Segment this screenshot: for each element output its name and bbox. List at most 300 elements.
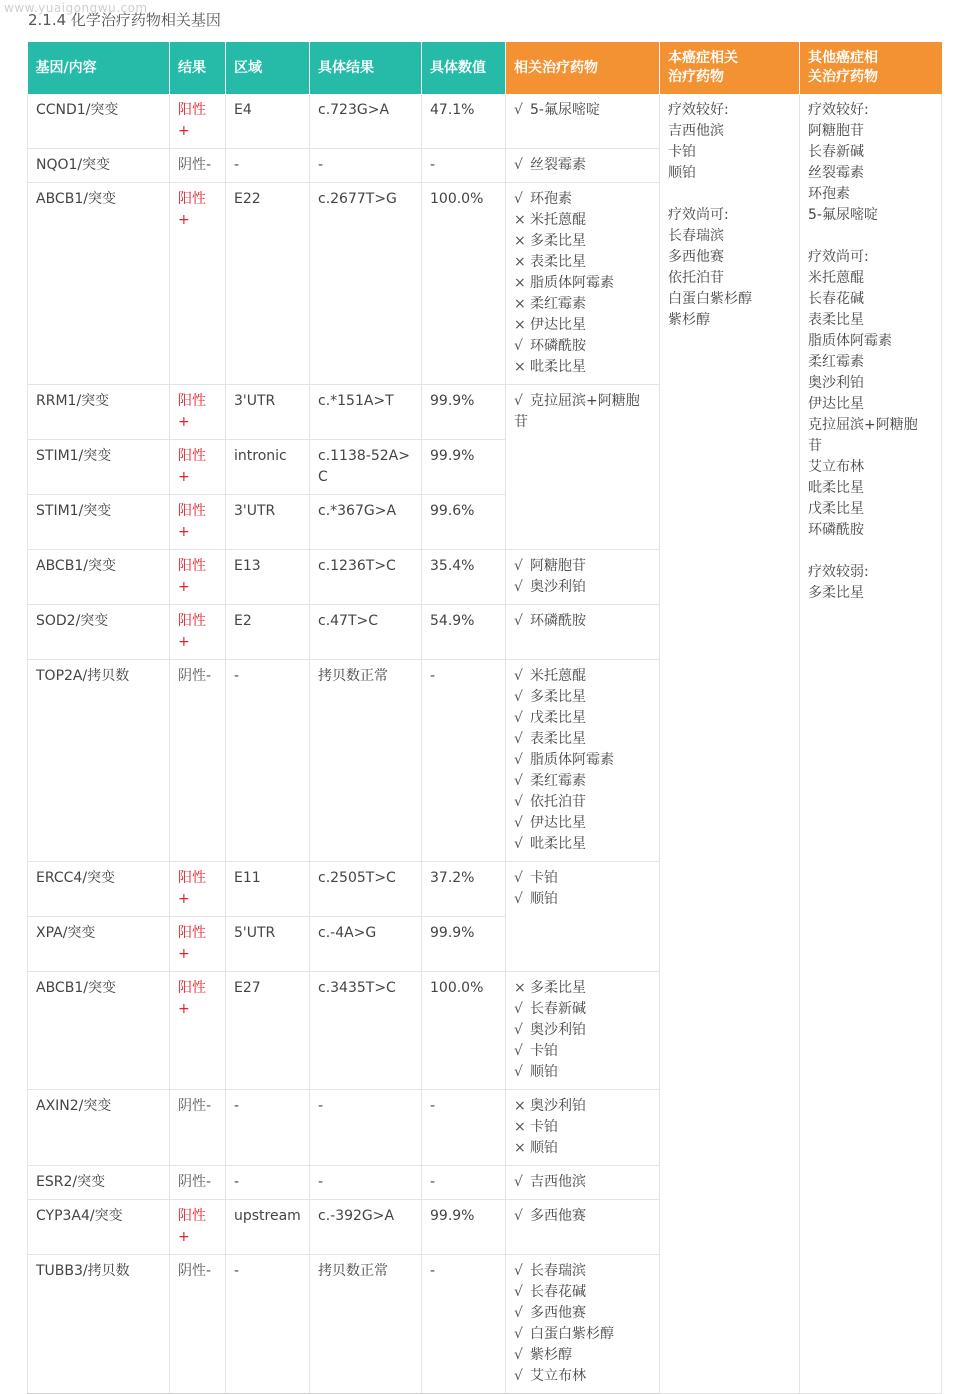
drug-item <box>514 1261 651 1282</box>
cross-mark-icon: × <box>514 1098 526 1114</box>
related-drugs-cell <box>506 1166 660 1200</box>
drug-name: 卡铂 <box>668 144 696 160</box>
result-text: 阳性+ <box>178 980 206 1017</box>
drug-name: 丝裂霉素 <box>808 165 864 181</box>
result-text: 阳性+ <box>178 870 206 907</box>
drug-item <box>514 1138 651 1159</box>
related-drugs-cell <box>506 149 660 183</box>
drug-item <box>514 1096 651 1117</box>
gene-text: TOP2A/拷贝数 <box>36 668 130 684</box>
efficacy-label: 疗效尚可: <box>668 207 729 223</box>
result-text: 阳性+ <box>178 393 206 430</box>
gene-cell <box>28 149 170 183</box>
result-text: 阳性+ <box>178 191 206 228</box>
drug-name: 5-氟尿嘧啶 <box>530 102 600 118</box>
drug-name: 吉西他滨 <box>530 1174 586 1190</box>
region-cell <box>226 550 310 605</box>
value-text: 100.0% <box>430 191 484 207</box>
drug-item <box>514 357 651 378</box>
region-cell <box>226 972 310 1090</box>
drug-item <box>514 556 651 577</box>
region-cell <box>226 1200 310 1255</box>
result-cell <box>170 94 226 149</box>
header-result: 结果 <box>170 42 226 94</box>
drug-item <box>514 1041 651 1062</box>
drug-item <box>514 336 651 357</box>
header-detail: 具体结果 <box>310 42 422 94</box>
detail-text: - <box>318 157 324 173</box>
drug-name: 柔红霉素 <box>530 773 586 789</box>
region-text: E27 <box>234 980 261 996</box>
region-cell <box>226 94 310 149</box>
detail-text: c.47T>C <box>318 613 379 629</box>
drug-name: 长春新碱 <box>530 1001 586 1017</box>
detail-cell <box>310 550 422 605</box>
detail-cell <box>310 917 422 972</box>
cross-mark-icon: × <box>514 233 526 249</box>
gene-text: ERCC4/突变 <box>36 870 116 886</box>
region-cell <box>226 917 310 972</box>
region-text: - <box>234 1174 240 1190</box>
region-text: E22 <box>234 191 261 207</box>
gene-text: AXIN2/突变 <box>36 1098 112 1114</box>
efficacy-group <box>808 247 933 541</box>
gene-cell <box>28 495 170 550</box>
drug-item <box>514 687 651 708</box>
drug-name: 奥沙利铂 <box>530 1098 586 1114</box>
check-mark-icon: √ <box>514 1263 523 1279</box>
drug-item <box>514 315 651 336</box>
gene-text: ESR2/突变 <box>36 1174 106 1190</box>
efficacy-group <box>668 100 791 184</box>
value-text: 100.0% <box>430 980 484 996</box>
value-cell <box>422 862 506 917</box>
value-text: 37.2% <box>430 870 475 886</box>
detail-cell <box>310 660 422 862</box>
drug-name: 依托泊苷 <box>530 794 586 810</box>
region-cell <box>226 440 310 495</box>
result-text: 阳性+ <box>178 1208 206 1245</box>
detail-text: c.2505T>C <box>318 870 396 886</box>
value-cell <box>422 972 506 1090</box>
region-cell <box>226 183 310 385</box>
gene-text: STIM1/突变 <box>36 448 112 464</box>
region-text: 5'UTR <box>234 925 276 941</box>
result-cell <box>170 183 226 385</box>
drug-name: 环磷酰胺 <box>530 613 586 629</box>
result-cell <box>170 149 226 183</box>
detail-cell <box>310 1090 422 1166</box>
drug-item <box>514 252 651 273</box>
drug-name: 脂质体阿霉素 <box>530 275 614 291</box>
drug-item <box>514 750 651 771</box>
region-text: 3'UTR <box>234 503 276 519</box>
cross-mark-icon: × <box>514 317 526 333</box>
this-cancer-drugs-cell <box>660 94 800 1394</box>
efficacy-label: 疗效尚可: <box>808 249 869 265</box>
value-text: 99.9% <box>430 393 475 409</box>
region-cell <box>226 1090 310 1166</box>
drug-item <box>514 1282 651 1303</box>
check-mark-icon: √ <box>514 579 523 595</box>
result-cell <box>170 1200 226 1255</box>
region-text: E2 <box>234 613 252 629</box>
drug-name: 长春瑞滨 <box>668 228 724 244</box>
drug-name: 顺铂 <box>530 891 558 907</box>
header-gene: 基因/内容 <box>28 42 170 94</box>
gene-cell <box>28 1090 170 1166</box>
drug-name: 紫杉醇 <box>530 1347 572 1363</box>
region-text: E11 <box>234 870 261 886</box>
result-cell <box>170 1090 226 1166</box>
drug-item <box>514 1020 651 1041</box>
drug-name: 白蛋白紫杉醇 <box>530 1326 614 1342</box>
gene-text: CYP3A4/突变 <box>36 1208 123 1224</box>
check-mark-icon: √ <box>514 558 523 574</box>
result-text: 阴性- <box>178 1174 212 1190</box>
cross-mark-icon: × <box>514 275 526 291</box>
drug-name: 吡柔比星 <box>530 836 586 852</box>
gene-text: STIM1/突变 <box>36 503 112 519</box>
drug-item <box>514 1345 651 1366</box>
value-cell <box>422 605 506 660</box>
drug-name: 丝裂霉素 <box>530 157 586 173</box>
table-body <box>28 94 942 1394</box>
cross-mark-icon: × <box>514 1140 526 1156</box>
related-drugs-cell <box>506 550 660 605</box>
check-mark-icon: √ <box>514 1368 523 1384</box>
drug-name: 克拉屈滨+阿糖胞苷 <box>514 393 640 430</box>
value-cell <box>422 1200 506 1255</box>
region-text: - <box>234 1263 240 1279</box>
header-other-cancer-drugs: 其他癌症相 关治疗药物 <box>800 42 942 94</box>
check-mark-icon: √ <box>514 752 523 768</box>
drug-name: 伊达比星 <box>808 396 864 412</box>
value-text: - <box>430 1098 436 1114</box>
detail-cell <box>310 972 422 1090</box>
related-drugs-cell <box>506 862 660 972</box>
result-text: 阳性+ <box>178 558 206 595</box>
drug-name: 表柔比星 <box>530 254 586 270</box>
drug-name: 顺铂 <box>668 165 696 181</box>
value-cell <box>422 149 506 183</box>
table-row <box>28 94 942 149</box>
drug-name: 卡铂 <box>530 1119 558 1135</box>
detail-cell <box>310 1166 422 1200</box>
drug-name: 奥沙利铂 <box>530 1022 586 1038</box>
drug-name: 多柔比星 <box>530 689 586 705</box>
efficacy-label: 疗效较好: <box>808 102 869 118</box>
result-text: 阳性+ <box>178 503 206 540</box>
check-mark-icon: √ <box>514 891 523 907</box>
drug-name: 艾立布林 <box>808 459 864 475</box>
value-cell <box>422 917 506 972</box>
result-text: 阳性+ <box>178 925 206 962</box>
detail-text: c.1138-52A>C <box>318 448 410 485</box>
gene-cell <box>28 917 170 972</box>
drug-item <box>514 210 651 231</box>
check-mark-icon: √ <box>514 1347 523 1363</box>
result-cell <box>170 605 226 660</box>
detail-text: c.*151A>T <box>318 393 394 409</box>
value-text: 54.9% <box>430 613 475 629</box>
drug-item <box>514 1303 651 1324</box>
gene-cell <box>28 972 170 1090</box>
drug-item <box>514 666 651 687</box>
drug-name: 环磷酰胺 <box>808 522 864 538</box>
region-cell <box>226 385 310 440</box>
value-cell <box>422 495 506 550</box>
result-cell <box>170 550 226 605</box>
detail-cell <box>310 385 422 440</box>
drug-item <box>514 1062 651 1083</box>
drug-name: 白蛋白紫杉醇 <box>668 291 752 307</box>
result-cell <box>170 660 226 862</box>
check-mark-icon: √ <box>514 393 523 409</box>
related-drugs-cell <box>506 1255 660 1394</box>
drug-name: 戊柔比星 <box>808 501 864 517</box>
region-text: intronic <box>234 448 287 464</box>
drug-item <box>514 729 651 750</box>
drug-name: 伊达比星 <box>530 317 586 333</box>
value-text: 99.9% <box>430 925 475 941</box>
detail-text: 拷贝数正常 <box>318 1263 388 1279</box>
region-text: upstream <box>234 1208 301 1224</box>
check-mark-icon: √ <box>514 1001 523 1017</box>
related-drugs-cell <box>506 1200 660 1255</box>
region-cell <box>226 1255 310 1394</box>
detail-cell <box>310 94 422 149</box>
check-mark-icon: √ <box>514 1064 523 1080</box>
drug-name: 阿糖胞苷 <box>808 123 864 139</box>
detail-text: - <box>318 1098 324 1114</box>
check-mark-icon: √ <box>514 836 523 852</box>
drug-item <box>514 611 651 632</box>
detail-cell <box>310 440 422 495</box>
gene-cell <box>28 183 170 385</box>
drug-name: 多西他赛 <box>530 1208 586 1224</box>
gene-text: RRM1/突变 <box>36 393 110 409</box>
value-cell <box>422 1255 506 1394</box>
gene-text: NQO1/突变 <box>36 157 111 173</box>
related-drugs-cell <box>506 660 660 862</box>
drug-name: 奥沙利铂 <box>530 579 586 595</box>
drug-name: 卡铂 <box>530 1043 558 1059</box>
efficacy-label: 疗效较好: <box>668 102 729 118</box>
drug-item <box>514 231 651 252</box>
drug-name: 吉西他滨 <box>668 123 724 139</box>
result-cell <box>170 1255 226 1394</box>
result-text: 阴性- <box>178 1098 212 1114</box>
value-text: - <box>430 1263 436 1279</box>
check-mark-icon: √ <box>514 613 523 629</box>
value-text: 35.4% <box>430 558 475 574</box>
check-mark-icon: √ <box>514 1284 523 1300</box>
drug-name: 米托蒽醌 <box>530 668 586 684</box>
drug-name: 长春花碱 <box>530 1284 586 1300</box>
drug-item <box>514 391 651 433</box>
drug-name: 奥沙利铂 <box>808 375 864 391</box>
result-cell <box>170 917 226 972</box>
detail-cell <box>310 149 422 183</box>
result-text: 阳性+ <box>178 448 206 485</box>
value-text: 47.1% <box>430 102 475 118</box>
gene-text: ABCB1/突变 <box>36 980 116 996</box>
region-cell <box>226 1166 310 1200</box>
efficacy-group <box>808 100 933 226</box>
gene-text: CCND1/突变 <box>36 102 119 118</box>
check-mark-icon: √ <box>514 191 523 207</box>
check-mark-icon: √ <box>514 773 523 789</box>
drug-item <box>514 999 651 1020</box>
drug-name: 米托蒽醌 <box>530 212 586 228</box>
table-header-row <box>28 42 942 94</box>
watermark: www.yuaigongwu.com <box>4 1 148 15</box>
detail-cell <box>310 183 422 385</box>
cross-mark-icon: × <box>514 1119 526 1135</box>
check-mark-icon: √ <box>514 102 523 118</box>
gene-text: ABCB1/突变 <box>36 558 116 574</box>
header-region: 区域 <box>226 42 310 94</box>
drug-item <box>514 813 651 834</box>
detail-text: c.1236T>C <box>318 558 396 574</box>
gene-cell <box>28 385 170 440</box>
drug-name: 长春瑞滨 <box>530 1263 586 1279</box>
drug-name: 紫杉醇 <box>668 312 710 328</box>
check-mark-icon: √ <box>514 689 523 705</box>
drug-name: 多西他赛 <box>668 249 724 265</box>
related-drugs-cell <box>506 972 660 1090</box>
result-text: 阴性- <box>178 157 212 173</box>
gene-cell <box>28 1166 170 1200</box>
result-text: 阳性+ <box>178 613 206 650</box>
drug-item <box>514 155 651 176</box>
header-value: 具体数值 <box>422 42 506 94</box>
detail-cell <box>310 605 422 660</box>
cross-mark-icon: × <box>514 980 526 996</box>
region-cell <box>226 862 310 917</box>
drug-name: 多柔比星 <box>530 233 586 249</box>
drug-name: 长春新碱 <box>808 144 864 160</box>
drug-name: 阿糖胞苷 <box>530 558 586 574</box>
drug-item <box>514 577 651 598</box>
drug-name: 吡柔比星 <box>808 480 864 496</box>
value-cell <box>422 550 506 605</box>
value-cell <box>422 183 506 385</box>
detail-cell <box>310 862 422 917</box>
related-drugs-cell <box>506 605 660 660</box>
detail-text: - <box>318 1174 324 1190</box>
related-drugs-cell <box>506 183 660 385</box>
check-mark-icon: √ <box>514 1305 523 1321</box>
value-text: - <box>430 157 436 173</box>
result-cell <box>170 440 226 495</box>
drug-name: 卡铂 <box>530 870 558 886</box>
result-cell <box>170 862 226 917</box>
result-cell <box>170 1166 226 1200</box>
gene-cell <box>28 862 170 917</box>
cross-mark-icon: × <box>514 212 526 228</box>
check-mark-icon: √ <box>514 1022 523 1038</box>
drug-name: 米托蒽醌 <box>808 270 864 286</box>
drug-name: 长春花碱 <box>808 291 864 307</box>
region-text: 3'UTR <box>234 393 276 409</box>
gene-cell <box>28 1200 170 1255</box>
region-cell <box>226 149 310 183</box>
detail-text: c.*367G>A <box>318 503 397 519</box>
check-mark-icon: √ <box>514 870 523 886</box>
value-cell <box>422 660 506 862</box>
drug-name: 柔红霉素 <box>808 354 864 370</box>
section-title: 2.1.4 化学治疗药物相关基因 <box>28 11 221 29</box>
drug-item <box>514 1172 651 1193</box>
header-related-drugs: 相关治疗药物 <box>506 42 660 94</box>
drug-item <box>514 189 651 210</box>
drug-name: 环磷酰胺 <box>530 338 586 354</box>
value-cell <box>422 1166 506 1200</box>
check-mark-icon: √ <box>514 1174 523 1190</box>
check-mark-icon: √ <box>514 338 523 354</box>
cross-mark-icon: × <box>514 359 526 375</box>
drug-name: 苷 <box>808 438 822 454</box>
drug-item <box>514 978 651 999</box>
check-mark-icon: √ <box>514 668 523 684</box>
other-cancer-drugs-cell <box>800 94 942 1394</box>
drug-name: 顺铂 <box>530 1140 558 1156</box>
cross-mark-icon: × <box>514 296 526 312</box>
drug-item <box>514 1206 651 1227</box>
drug-name: 柔红霉素 <box>530 296 586 312</box>
drug-name: 伊达比星 <box>530 815 586 831</box>
value-cell <box>422 94 506 149</box>
check-mark-icon: √ <box>514 731 523 747</box>
region-text: E13 <box>234 558 261 574</box>
related-drugs-cell <box>506 385 660 550</box>
efficacy-group <box>668 205 791 331</box>
drug-item <box>514 708 651 729</box>
result-cell <box>170 495 226 550</box>
detail-text: c.-392G>A <box>318 1208 395 1224</box>
detail-cell <box>310 495 422 550</box>
drug-name: 克拉屈滨+阿糖胞 <box>808 417 918 433</box>
drug-name: 5-氟尿嘧啶 <box>808 207 878 223</box>
result-text: 阳性+ <box>178 102 206 139</box>
drug-name: 多柔比星 <box>808 585 864 601</box>
gene-cell <box>28 94 170 149</box>
gene-cell <box>28 440 170 495</box>
chemo-gene-table <box>27 42 942 1394</box>
value-text: - <box>430 1174 436 1190</box>
check-mark-icon: √ <box>514 1208 523 1224</box>
check-mark-icon: √ <box>514 1043 523 1059</box>
drug-name: 依托泊苷 <box>668 270 724 286</box>
detail-text: c.723G>A <box>318 102 390 118</box>
region-text: - <box>234 1098 240 1114</box>
gene-text: TUBB3/拷贝数 <box>36 1263 130 1279</box>
detail-cell <box>310 1200 422 1255</box>
drug-name: 环孢素 <box>530 191 572 207</box>
result-text: 阴性- <box>178 1263 212 1279</box>
drug-item <box>514 100 651 121</box>
detail-text: c.-4A>G <box>318 925 377 941</box>
gene-cell <box>28 660 170 862</box>
result-text: 阴性- <box>178 668 212 684</box>
drug-name: 顺铂 <box>530 1064 558 1080</box>
detail-text: 拷贝数正常 <box>318 668 388 684</box>
detail-cell <box>310 1255 422 1394</box>
drug-name: 艾立布林 <box>530 1368 586 1384</box>
region-cell <box>226 605 310 660</box>
